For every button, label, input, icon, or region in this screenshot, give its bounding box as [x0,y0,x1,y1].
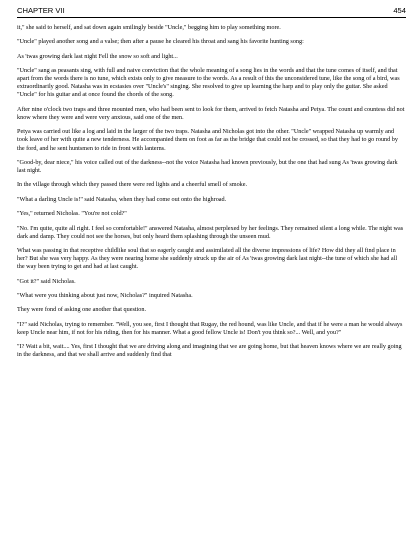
paragraph: Petya was carried out like a log and laid in the larger of the two traps. Natasha and Nicholas got into the other. "Uncle" wrapped Natasha up warmly and took leave of her with quite a new tenderness. He accompanied them on foot as far as the bridge that could not be crossed, so that they had to go round by the ford, and he sent huntsmen to ride in front with lanterns. [17,128,398,152]
paragraph: "I? Wait a bit, wait.... Yes, first I thought that we are driving along and imagining that we are going home, but that heaven knows where we are really going in the darkness, and that we shall arrive and suddenly find that [17,343,402,359]
header-rule [17,17,406,18]
paragraph: "What a darling Uncle is!" said Natasha, when they had come out onto the highroad. [17,195,227,203]
paragraph: "Got it?" said Nicholas. [17,277,76,285]
paragraph: In the village through which they passed there were red lights and a cheerful smell of smoke. [17,181,248,189]
paragraph: "Yes," returned Nicholas. "You're not cold?" [17,210,127,218]
paragraph: "What were you thinking about just now, Nicholas?" inquired Natasha. [17,292,193,300]
paragraph: What was passing in that receptive childlike soul that so eagerly caught and assimilated all the diverse impressions of life? How did they all find place in her? But she was very happy. As they were nearing home she suddenly struck up the air of As 'twas growing dark last night--the tune of which she had all the way been trying to get and had at last caught. [17,247,398,271]
paragraph: "Good-by, dear niece," his voice called out of the darkness--not the voice Natasha had known previously, but the one that had sung As 'twas growing dark last night. [17,158,398,174]
page-number: 454 [393,6,406,15]
paragraph: it," she said to herself, and sat down again smilingly beside "Uncle," begging him to play something more. [17,24,281,31]
chapter-heading: CHAPTER VII [17,6,65,15]
paragraph: They were fond of asking one another that question. [17,306,147,314]
paragraph: "No. I'm quite, quite all right. I feel so comfortable!" answered Natasha, almost perplexed by her feelings. They remained silent a long while. The night was dark and damp. They could not see the horses, but only heard them splashing through the unseen mud. [17,224,404,240]
song-verse: As 'twas growing dark last night Fell the snow so soft and light... [17,52,178,60]
page-header [17,6,406,15]
paragraph: "Uncle" played another song and a valse; then after a pause he cleared his throat and sang his favorite hunting song: [17,38,304,46]
body-text [17,24,406,359]
paragraph: "Uncle" sang as peasants sing, with full and naive conviction that the whole meaning of a song lies in the words and that the tune comes of itself, and that apart from the words there is no tune, which exists only to give measure to the words. As a result of this the unconsidered tune, like the song of a bird, was extraordinarily good. Natasha was in ecstasies over "Uncle's" singing. She resolved to give up learning the harp and to play only the guitar. She asked "Uncle" for his guitar and at once found the chords of the song. [17,67,400,99]
paragraph: After nine o'clock two traps and three mounted men, who had been sent to look for them, arrived to fetch Natasha and Petya. The count and countess did not know where they were and were very anxious, said one of the men. [17,105,405,121]
paragraph: "I?" said Nicholas, trying to remember. "Well, you see, first I thought that Rugay, the red hound, was like Uncle, and that if he were a man he would always keep Uncle near him, if not for his riding, then for his manner. What a good fellow Uncle is! Don't you think so?... Well, and you?" [17,320,403,336]
